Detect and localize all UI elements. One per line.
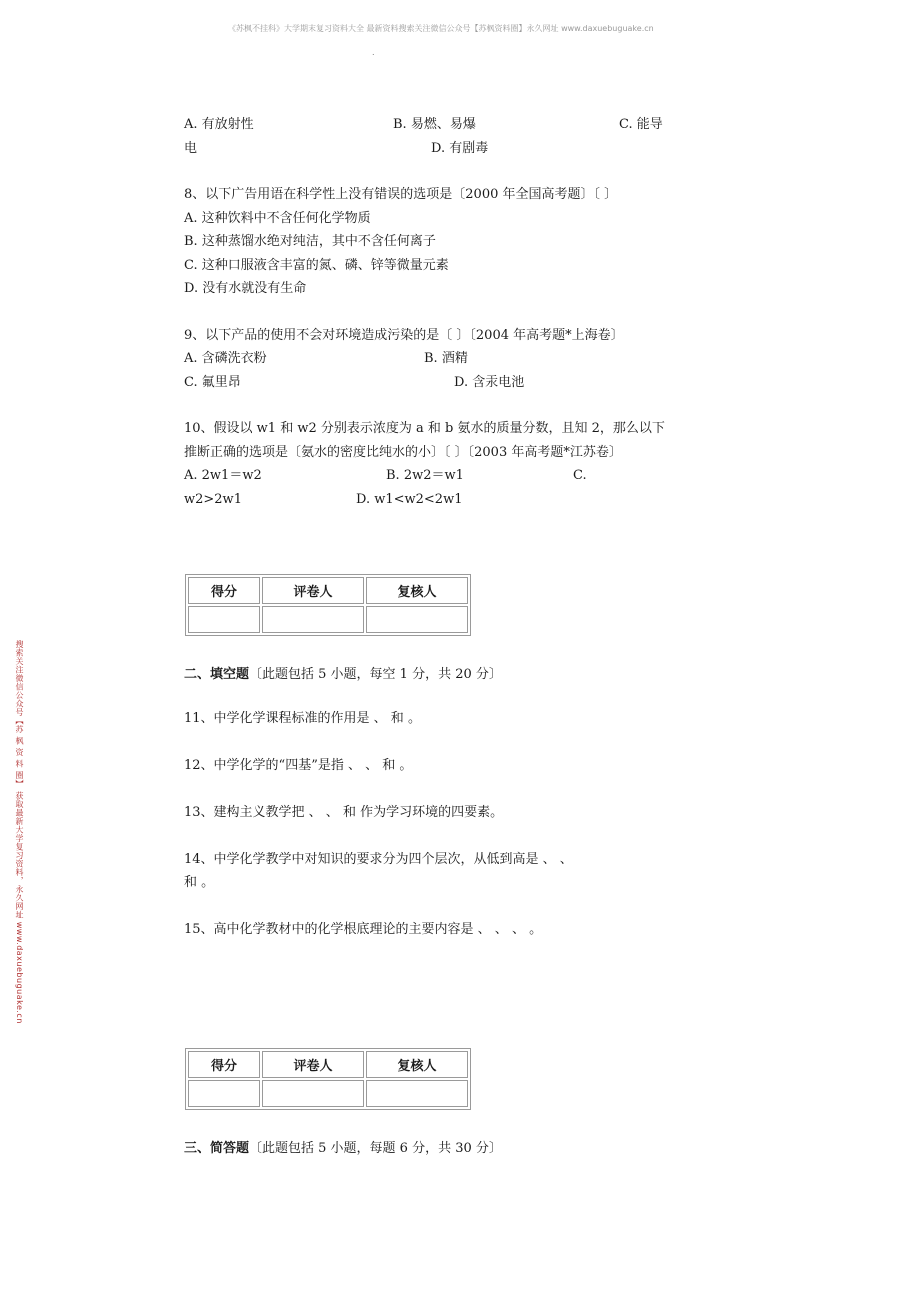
q10-stem-line2: 推断正确的选项是〔氨水的密度比纯水的小〕〔 〕〔2003 年高考题*江苏卷〕	[184, 445, 622, 460]
q8-option-c: C. 这种口服液含丰富的氮、磷、锌等微量元素	[184, 258, 449, 273]
section-2-heading	[184, 666, 502, 684]
section-3-title: 三、简答题	[184, 1141, 250, 1156]
q7-option-c: C. 能导	[619, 117, 663, 132]
grader-input-cell[interactable]	[262, 1080, 364, 1107]
score-input-cell[interactable]	[188, 1080, 260, 1107]
q7-option-d: D. 有剧毒	[431, 141, 489, 156]
q14-line2: 和 。	[184, 875, 215, 890]
q8-option-d: D. 没有水就没有生命	[184, 281, 307, 296]
reviewer-input-cell[interactable]	[366, 606, 468, 633]
score-header-cell: 得分	[188, 577, 260, 604]
q13-text: 13、建构主义教学把 、 、 和 作为学习环境的四要素。	[184, 805, 504, 820]
q12-text: 12、中学化学的“四基”是指 、 、 和 。	[184, 758, 413, 773]
q7-option-a: A. 有放射性	[184, 117, 254, 132]
q9-stem: 9、以下产品的使用不会对环境造成污染的是〔 〕〔2004 年高考题*上海卷〕	[184, 328, 624, 343]
grader-header-cell: 评卷人	[262, 577, 364, 604]
q10-option-d: D. w1<w2<2w1	[356, 492, 463, 507]
q9-option-c: C. 氟里昂	[184, 375, 241, 390]
q9-option-b: B. 酒精	[424, 351, 468, 366]
q11-text: 11、中学化学课程标准的作用是 、 和 。	[184, 711, 421, 726]
q10-stem-line1: 10、假设以 w1 和 w2 分别表示浓度为 a 和 b 氨水的质量分数，且知 2，那么以下	[184, 421, 665, 436]
score-input-cell[interactable]	[188, 606, 260, 633]
q14-line1: 14、中学化学教学中对知识的要求分为四个层次，从低到高是 、 、	[184, 852, 573, 867]
q15-text: 15、高中化学教材中的化学根底理论的主要内容是 、 、 、 。	[184, 922, 543, 937]
side-watermark-text: 搜索关注微信公众号【苏 枫 资 料 圈】 获取最新大学复习资料，永久网址 www.daxuebuguake.cn	[15, 640, 24, 1024]
section-3-heading	[184, 1140, 502, 1158]
score-header-cell: 得分	[188, 1051, 260, 1078]
q9-option-a: A. 含磷洗衣粉	[184, 351, 267, 366]
reviewer-input-cell[interactable]	[366, 1080, 468, 1107]
reviewer-header-cell: 复核人	[366, 1051, 468, 1078]
q8-option-b: B. 这种蒸馏水绝对纯洁，其中不含任何离子	[184, 234, 436, 249]
q10-option-b: B. 2w2＝w1	[386, 468, 464, 483]
q10-option-c-cont: w2>2w1	[184, 492, 242, 507]
q10-option-c: C.	[573, 468, 587, 483]
score-table-2	[185, 1048, 471, 1110]
q10-option-a: A. 2w1＝w2	[184, 468, 262, 483]
section-2-title: 二、填空题	[184, 667, 250, 682]
section-2-note: 〔此题包括 5 小题，每空 1 分，共 20 分〕	[249, 667, 502, 682]
grader-input-cell[interactable]	[262, 606, 364, 633]
section-3-note: 〔此题包括 5 小题，每题 6 分，共 30 分〕	[249, 1141, 502, 1156]
score-table-1	[185, 574, 471, 636]
q7-option-c-cont: 电	[184, 141, 198, 156]
q9-option-d: D. 含汞电池	[454, 375, 525, 390]
header-banner: 《苏枫不挂科》大学期末复习资料大全 最新资料搜索关注微信公众号【苏枫资料圈】永久网址 www.daxuebuguake.cn	[228, 24, 654, 33]
header-dot: .	[372, 48, 375, 57]
q8-option-a: A. 这种饮料中不含任何化学物质	[184, 211, 371, 226]
q8-stem: 8、以下广告用语在科学性上没有错误的选项是〔2000 年全国高考题〕〔 〕	[184, 187, 618, 202]
q7-option-b: B. 易燃、易爆	[393, 117, 476, 132]
grader-header-cell: 评卷人	[262, 1051, 364, 1078]
reviewer-header-cell: 复核人	[366, 577, 468, 604]
